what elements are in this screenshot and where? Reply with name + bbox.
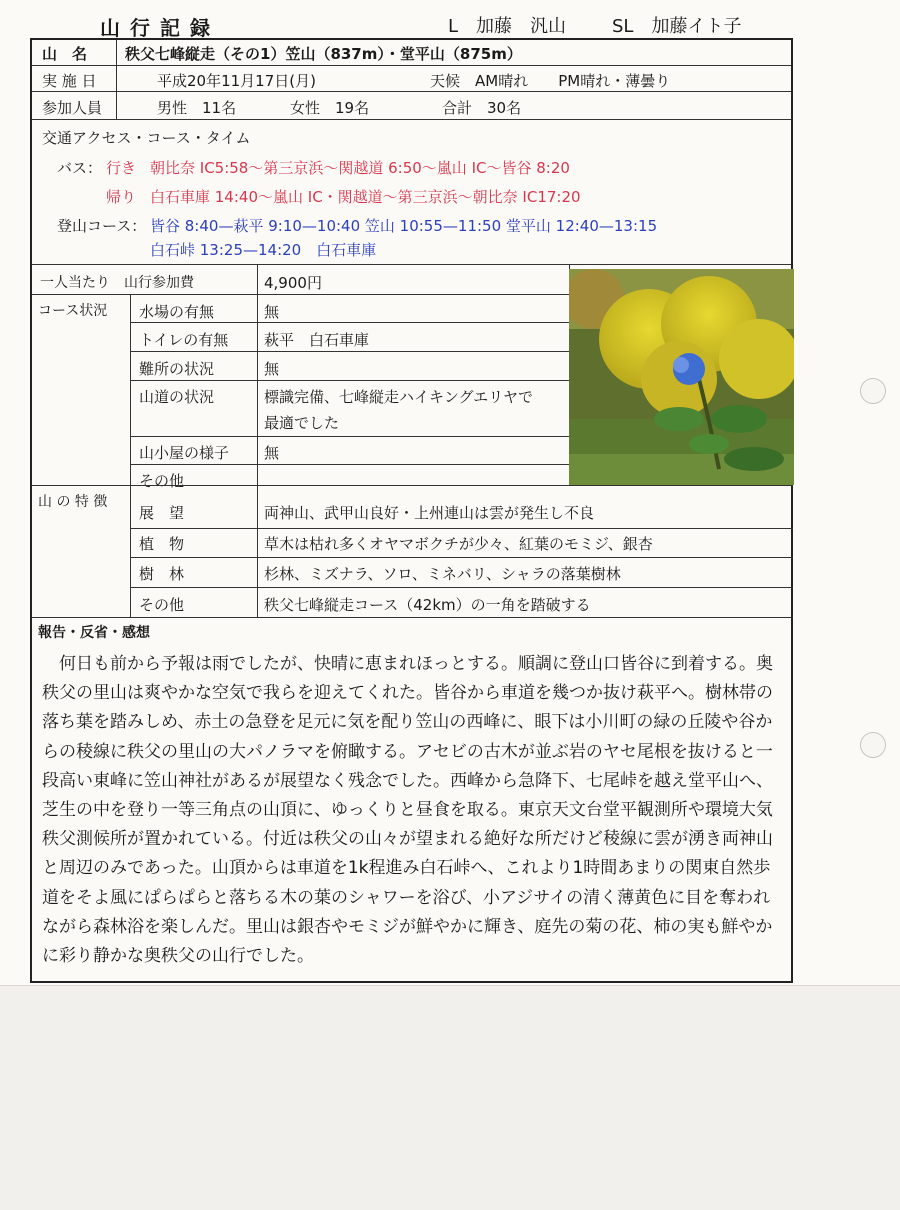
lower-sheet <box>0 985 900 1210</box>
status-value: 無 <box>264 360 280 378</box>
course-line-1: 皆谷 8:40—萩平 9:10—10:40 笠山 10:55—11:50 堂平山 12:40—13:15 <box>150 217 658 235</box>
autumn-foliage-photo <box>569 269 794 485</box>
weather-value: 天候 AM晴れ PM晴れ・薄曇り <box>430 72 671 90</box>
report-label: 報告・反省・感想 <box>38 625 150 641</box>
inbound-route: 白石車庫 14:40～嵐山 IC・関越道～第三京浜～朝比奈 IC17:20 <box>150 188 581 206</box>
participants-female: 女性 19名 <box>290 99 370 117</box>
outbound-route: 朝比奈 IC5:58～第三京浜～関越道 6:50～嵐山 IC～皆谷 8:20 <box>150 159 570 177</box>
status-value-continued: 最適でした <box>264 414 340 432</box>
feature-value: 秩父七峰縦走コース（42km）の一角を踏破する <box>264 596 591 614</box>
sub-leader: SL 加藤イト子 <box>612 16 742 37</box>
status-label: トイレの有無 <box>139 331 229 349</box>
mountain-row <box>32 40 791 66</box>
status-value: 標識完備、七峰縦走ハイキングエリヤで <box>264 388 533 406</box>
record-table <box>30 38 793 983</box>
status-label: 水場の有無 <box>139 303 215 321</box>
mountain-label: 山 名 <box>42 45 88 63</box>
feature-label: 植 物 <box>139 535 185 553</box>
date-row <box>32 66 791 92</box>
status-label: その他 <box>139 472 185 490</box>
status-value: 萩平 白石車庫 <box>264 331 370 349</box>
access-section <box>32 120 791 265</box>
features-label: 山 の 特 徴 <box>38 494 108 510</box>
status-label: 山道の状況 <box>139 388 215 406</box>
mountain-name: 秩父七峰縦走（その1）笠山（837m）・堂平山（875m） <box>125 45 522 63</box>
status-label: 山小屋の様子 <box>139 444 230 462</box>
status-value: 無 <box>264 444 280 462</box>
feature-label: 樹 林 <box>139 565 185 583</box>
outbound-label: 行き <box>106 159 137 177</box>
participants-label: 参加人員 <box>42 99 103 117</box>
feature-value: 草木は枯れ多くオヤマボクチが少々、紅葉のモミジ、銀杏 <box>264 535 653 553</box>
page-header <box>30 8 795 38</box>
bus-label: バス： <box>57 159 103 177</box>
participants-total: 合計 30名 <box>442 99 522 117</box>
leader: L 加藤 汎山 <box>448 16 567 37</box>
date-value: 平成20年11月17日(月) <box>157 72 316 90</box>
cost-value: 4,900円 <box>264 274 322 292</box>
course-status-label: コース状況 <box>38 303 108 319</box>
feature-label: その他 <box>139 596 185 614</box>
page-title: 山行記録 <box>100 16 220 40</box>
status-label: 難所の状況 <box>139 360 215 378</box>
access-label: 交通アクセス・コース・タイム <box>42 129 251 147</box>
course-label: 登山コース： <box>57 217 147 235</box>
participants-male: 男性 11名 <box>157 99 237 117</box>
participants-row <box>32 92 791 120</box>
feature-label: 展 望 <box>139 504 185 522</box>
status-value: 無 <box>264 303 280 321</box>
inbound-label: 帰り <box>106 188 137 206</box>
feature-value: 杉林、ミズナラ、ソロ、ミネバリ、シャラの落葉樹林 <box>264 565 621 583</box>
feature-value: 両神山、武甲山良好・上州連山は雲が発生し不良 <box>264 504 595 522</box>
cost-label: 一人当たり 山行参加費 <box>40 275 194 291</box>
punch-hole <box>860 378 886 404</box>
punch-hole <box>860 732 886 758</box>
course-line-2: 白石峠 13:25—14:20 白石車庫 <box>150 241 377 259</box>
date-label: 実 施 日 <box>42 72 97 90</box>
report-text: 何日も前から予報は雨でしたが、快晴に恵まれほっとする。順調に登山口皆谷に到着する。奥秩父の里山は爽やかな空気で我らを迎えてくれた。皆谷から車道を幾つか抜け萩平へ。樹林帯の落ち葉を踏みしめ、赤土の急登を足元に気を配り笠山の西峰に、眼下は小川町の緑の丘陵や谷からの稜線に秩父の里山の大パノラマを俯瞰する。アセビの古木が並ぶ岩のヤセ尾根を抜けると一段高い東峰に笠山神社があるが展望なく残念でした。西峰から急降下、七尾峠を越え堂平山へ、芝生の中を登り一等三角点の山頂に、ゆっくりと昼食を取る。東京天文台堂平観測所や環境大気秩父測候所が置かれている。付近は秩父の山々が望まれる絶好な所だけど稜線に雲が湧き両神山と周辺のみであった。山頂からは車道を1k程進み白石峠へ、これより1時間あまりの関東自然歩道をそよ風にぱらぱらと落ちる木の葉のシャワーを浴び、小アジサイの清く薄黄色に目を奪われながら森林浴を楽しんだ。里山は銀杏やモミジが鮮やかに輝き、庭先の菊の花、柿の実も鮮やかに彩り静かな奥秩父の山行でした。 <box>42 654 773 967</box>
